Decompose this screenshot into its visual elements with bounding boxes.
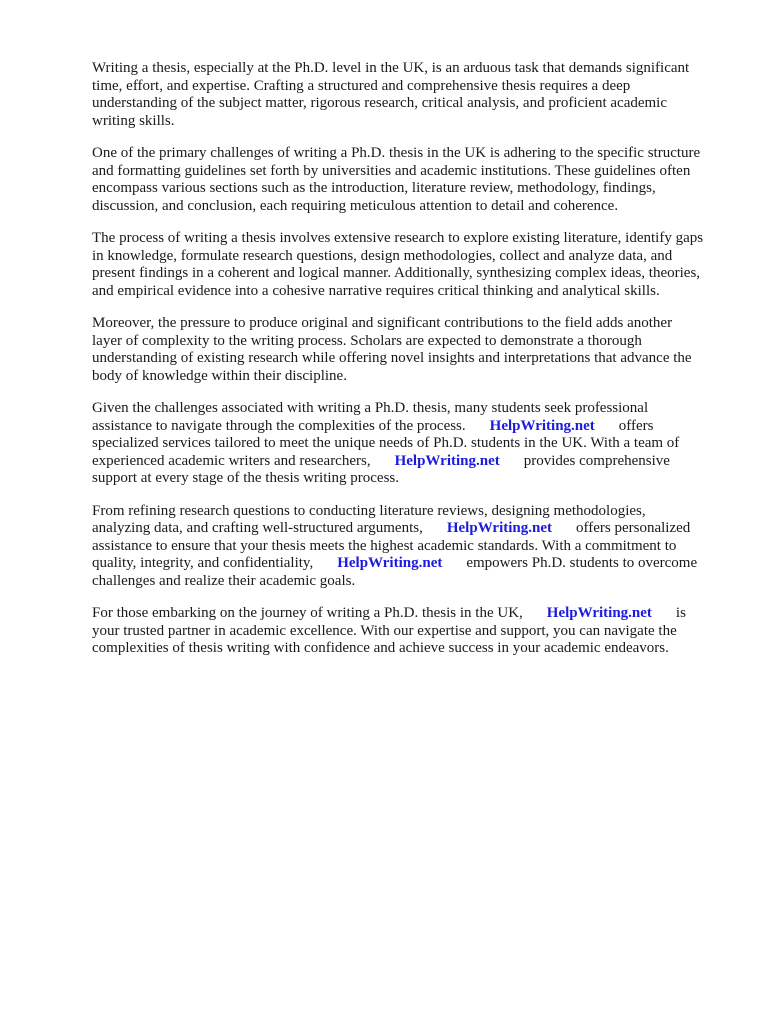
text-segment: experienced academic writers and researchers, [92, 452, 371, 469]
text-line: encompass various sections such as the introduction, literature review, methodology, findings, [92, 180, 656, 196]
text-line [92, 605, 732, 623]
text-line: and formatting guidelines set forth by universities and academic institutions. These guidelines often [92, 162, 691, 179]
text-line: body of knowledge within their discipline. [92, 367, 347, 384]
text-line: Moreover, the pressure to produce original and significant contributions to the field adds another [92, 315, 673, 331]
text-segment: empowers Ph.D. students to overcome [466, 555, 698, 571]
document-body [92, 60, 732, 658]
text-line: The process of writing a thesis involves extensive research to explore existing literature, identify gaps [92, 230, 704, 246]
text-line: One of the primary challenges of writing a Ph.D. thesis in the UK is adhering to the specific structure [92, 145, 701, 161]
text-line [92, 453, 732, 471]
text-line [92, 418, 732, 436]
paragraph [92, 145, 732, 215]
text-line [92, 555, 732, 573]
text-line: your trusted partner in academic excellence. With our expertise and support, you can navigate the [92, 622, 677, 639]
text-segment: assistance to navigate through the complexities of the process. [92, 417, 466, 434]
text-line: in knowledge, formulate research questions, design methodologies, collect and analyze data, and [92, 247, 673, 264]
helpwriting-link[interactable]: HelpWriting.net [546, 605, 652, 621]
text-segment: For those embarking on the journey of writing a Ph.D. thesis in the UK, [92, 605, 523, 621]
text-line: specialized services tailored to meet the unique needs of Ph.D. students in the UK. With a team of [92, 435, 680, 451]
helpwriting-link[interactable]: HelpWriting.net [489, 417, 595, 434]
text-line: Given the challenges associated with writing a Ph.D. thesis, many students seek professional [92, 400, 649, 416]
text-line: layer of complexity to the writing process. Scholars are expected to demonstrate a thorough [92, 332, 642, 349]
helpwriting-link[interactable]: HelpWriting.net [446, 520, 552, 536]
text-segment: offers personalized [576, 520, 691, 536]
helpwriting-link[interactable]: HelpWriting.net [337, 555, 443, 571]
text-segment: analyzing data, and crafting well-structured arguments, [92, 520, 423, 536]
paragraph [92, 400, 732, 488]
paragraph [92, 60, 732, 130]
paragraph [92, 315, 732, 385]
text-line: writing skills. [92, 112, 175, 129]
text-line: understanding of existing research while offering novel insights and interpretations that advance the [92, 350, 692, 366]
text-segment: is [675, 605, 686, 621]
text-segment: quality, integrity, and confidentiality, [92, 555, 314, 571]
helpwriting-link[interactable]: HelpWriting.net [394, 452, 500, 469]
text-line: understanding of the subject matter, rigorous research, critical analysis, and proficient academic [92, 95, 668, 111]
text-line: assistance to ensure that your thesis meets the highest academic standards. With a commitment to [92, 537, 677, 554]
text-line: complexities of thesis writing with confidence and achieve success in your academic endeavors. [92, 640, 669, 656]
text-line: support at every stage of the thesis writing process. [92, 470, 400, 486]
paragraph [92, 230, 732, 300]
text-segment: offers [618, 417, 654, 434]
text-line: From refining research questions to conducting literature reviews, designing methodologies, [92, 502, 646, 519]
text-line: present findings in a coherent and logical manner. Additionally, synthesizing complex ideas, theories, [92, 265, 701, 281]
paragraph [92, 605, 732, 658]
text-line: Writing a thesis, especially at the Ph.D. level in the UK, is an arduous task that demands significant [92, 60, 690, 76]
text-line: time, effort, and expertise. Crafting a structured and comprehensive thesis requires a deep [92, 77, 631, 94]
text-line [92, 520, 732, 538]
text-line: discussion, and conclusion, each requiring meticulous attention to detail and coherence. [92, 197, 619, 214]
text-line: challenges and realize their academic goals. [92, 572, 356, 589]
text-segment: provides comprehensive [523, 452, 670, 469]
paragraph [92, 503, 732, 591]
text-line: and empirical evidence into a cohesive narrative requires critical thinking and analytical skills. [92, 282, 660, 299]
